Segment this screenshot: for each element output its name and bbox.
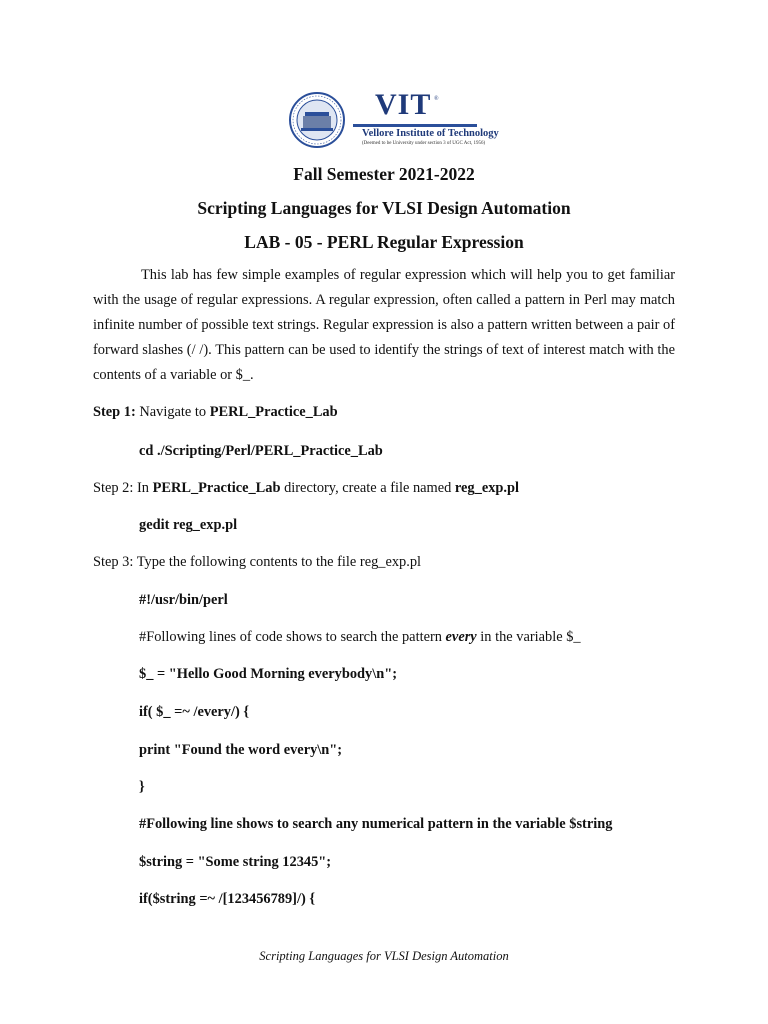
logo-registered-mark: ® bbox=[434, 96, 439, 102]
shebang-text: #!/usr/bin/perl bbox=[139, 592, 228, 608]
logo-divider bbox=[353, 124, 477, 127]
code-close1 bbox=[139, 779, 145, 796]
gedit-command: gedit reg_exp.pl bbox=[139, 517, 238, 533]
comment1-post: in the variable $_ bbox=[476, 629, 581, 645]
code-assign2 bbox=[139, 854, 331, 871]
step2-command bbox=[139, 517, 237, 534]
if2-text: if($string =~ /[123456789]/) { bbox=[139, 891, 316, 907]
if1-text: if( $_ =~ /every/) { bbox=[139, 704, 250, 720]
comment1-pre: #Following lines of code shows to search the pattern bbox=[139, 629, 446, 645]
logo-institute-name: Vellore Institute of Technology bbox=[362, 128, 499, 139]
step1-line bbox=[93, 404, 338, 421]
semester-title: Fall Semester 2021-2022 bbox=[293, 164, 475, 184]
assign1-text: $_ = "Hello Good Morning everybody\n"; bbox=[139, 666, 398, 682]
cd-command: cd ./Scripting/Perl/PERL_Practice_Lab bbox=[139, 443, 383, 459]
code-comment2 bbox=[139, 816, 612, 833]
step2-dir: PERL_Practice_Lab bbox=[152, 480, 281, 496]
code-comment1 bbox=[139, 629, 581, 646]
step1-label: Step 1: bbox=[93, 404, 136, 420]
step2-file: reg_exp.pl bbox=[454, 480, 520, 496]
intro-paragraph: This lab has few simple examples of regular expression which will help you to get familiar with the usage of regular expressions. A regular expression, often called a pattern in Perl may match infinite number of possible text strings. Regular expression is also a pattern written between a pair of forward slashes (/ /). This pattern can be used to identify the strings of text of interest match with the contents of a variable or $_. bbox=[93, 267, 675, 383]
step1-command bbox=[139, 443, 383, 460]
course-title: Scripting Languages for VLSI Design Automation bbox=[197, 198, 571, 218]
comment2-text: #Following line shows to search any numerical pattern in the variable $string bbox=[139, 816, 613, 832]
step2-middle: directory, create a file named bbox=[280, 480, 455, 496]
vit-logo bbox=[289, 88, 499, 150]
code-shebang bbox=[139, 592, 228, 609]
code-print1 bbox=[139, 742, 342, 759]
logo-wordmark: VIT bbox=[375, 88, 432, 121]
page-footer: Scripting Languages for VLSI Design Automation bbox=[259, 949, 509, 963]
logo-deemed-text: (Deemed to be University under section 3 of UGC Act, 1956) bbox=[362, 141, 486, 146]
print1-text: print "Found the word every\n"; bbox=[139, 742, 343, 758]
code-if1 bbox=[139, 704, 249, 721]
comment1-word: every bbox=[445, 629, 477, 645]
code-assign1 bbox=[139, 666, 397, 683]
step1-text: Navigate to bbox=[135, 404, 210, 420]
step2-line bbox=[93, 480, 519, 497]
assign2-text: $string = "Some string 12345"; bbox=[139, 854, 332, 870]
code-if2 bbox=[139, 891, 315, 908]
step1-target: PERL_Practice_Lab bbox=[209, 404, 338, 420]
step3-line: Step 3: Type the following contents to the file reg_exp.pl bbox=[93, 554, 422, 570]
university-seal-icon bbox=[289, 92, 345, 148]
close1-text: } bbox=[139, 779, 145, 795]
lab-title: LAB - 05 - PERL Regular Expression bbox=[244, 232, 524, 252]
step2-prefix: Step 2: In bbox=[93, 480, 153, 496]
